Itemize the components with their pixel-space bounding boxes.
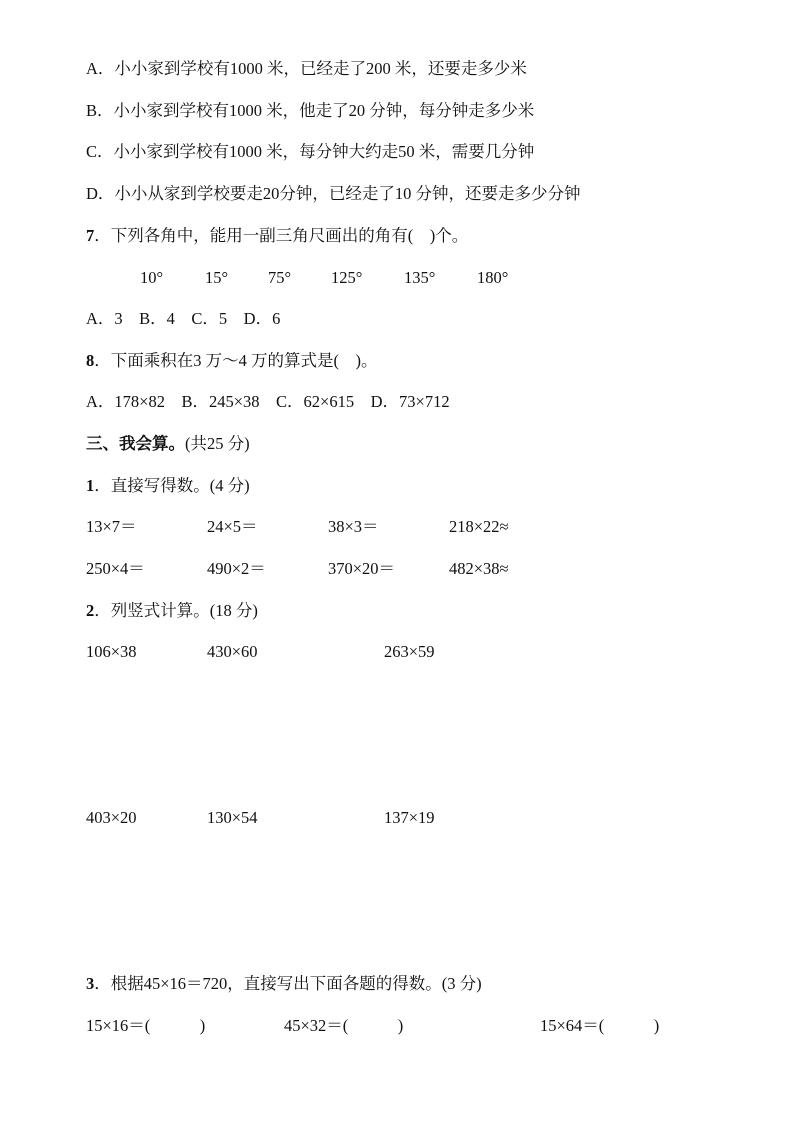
p1-heading	[86, 475, 250, 497]
q7-angle: 180°	[477, 268, 509, 287]
p1-expression: 13×7＝	[86, 517, 137, 536]
q8-stem	[86, 350, 378, 372]
p1-title: ．直接写得数。(4 分)	[94, 476, 250, 495]
p2-expression: 106×38	[86, 642, 137, 661]
section3-score: (共25 分)	[185, 434, 250, 453]
q7-number: 7	[86, 226, 95, 245]
p2-expression: 137×19	[384, 808, 435, 827]
q6-option-b: B．小小家到学校有1000 米，他走了20 分钟，每分钟走多少米	[86, 101, 535, 120]
q8-options: A．178×82 B．245×38 C．62×615 D．73×712	[86, 392, 450, 411]
p2-title: ．列竖式计算。(18 分)	[94, 601, 258, 620]
q7-angle: 10°	[140, 268, 164, 287]
q6-option-d: D．小小从家到学校要走20分钟，已经走了10 分钟，还要走多少分钟	[86, 184, 581, 203]
p2-expression: 130×54	[207, 808, 258, 827]
p1-expression: 218×22≈	[449, 517, 509, 536]
p2-expression: 403×20	[86, 808, 137, 827]
p2-expression: 263×59	[384, 642, 435, 661]
p3-number: 3	[86, 974, 95, 993]
p2-number: 2	[86, 601, 95, 620]
q8-text: ．下面乘积在3 万～4 万的算式是( )。	[94, 351, 378, 370]
q8-number: 8	[86, 351, 95, 370]
p3-title: ．根据45×16＝720，直接写出下面各题的得数。(3 分)	[94, 974, 482, 993]
q7-angle: 15°	[205, 268, 229, 287]
q7-stem	[86, 225, 468, 247]
q7-options: A．3 B．4 C．5 D．6	[86, 309, 281, 328]
p2-expression: 430×60	[207, 642, 258, 661]
p1-expression: 482×38≈	[449, 559, 509, 578]
q7-angle: 135°	[404, 268, 436, 287]
p1-number: 1	[86, 476, 95, 495]
section3-title: 三、我会算。	[86, 434, 185, 453]
q7-text: ．下列各角中，能用一副三角尺画出的角有( )个。	[94, 226, 469, 245]
section3-heading	[86, 433, 250, 455]
p3-heading	[86, 973, 482, 995]
p3-answer-item: 15×64＝( )	[540, 1016, 660, 1035]
p3-answer-item: 15×16＝( )	[86, 1016, 206, 1035]
q6-option-c: C．小小家到学校有1000 米，每分钟大约走50 米，需要几分钟	[86, 142, 535, 161]
q6-option-a: A．小小家到学校有1000 米，已经走了200 米，还要走多少米	[86, 59, 527, 78]
p1-expression: 370×20＝	[328, 559, 396, 578]
p1-expression: 250×4＝	[86, 559, 145, 578]
p2-heading	[86, 600, 258, 622]
p3-answer-item: 45×32＝( )	[284, 1016, 404, 1035]
p1-expression: 24×5＝	[207, 517, 258, 536]
p1-expression: 490×2＝	[207, 559, 266, 578]
q7-angle: 125°	[331, 268, 363, 287]
p1-expression: 38×3＝	[328, 517, 379, 536]
q7-angle: 75°	[268, 268, 292, 287]
